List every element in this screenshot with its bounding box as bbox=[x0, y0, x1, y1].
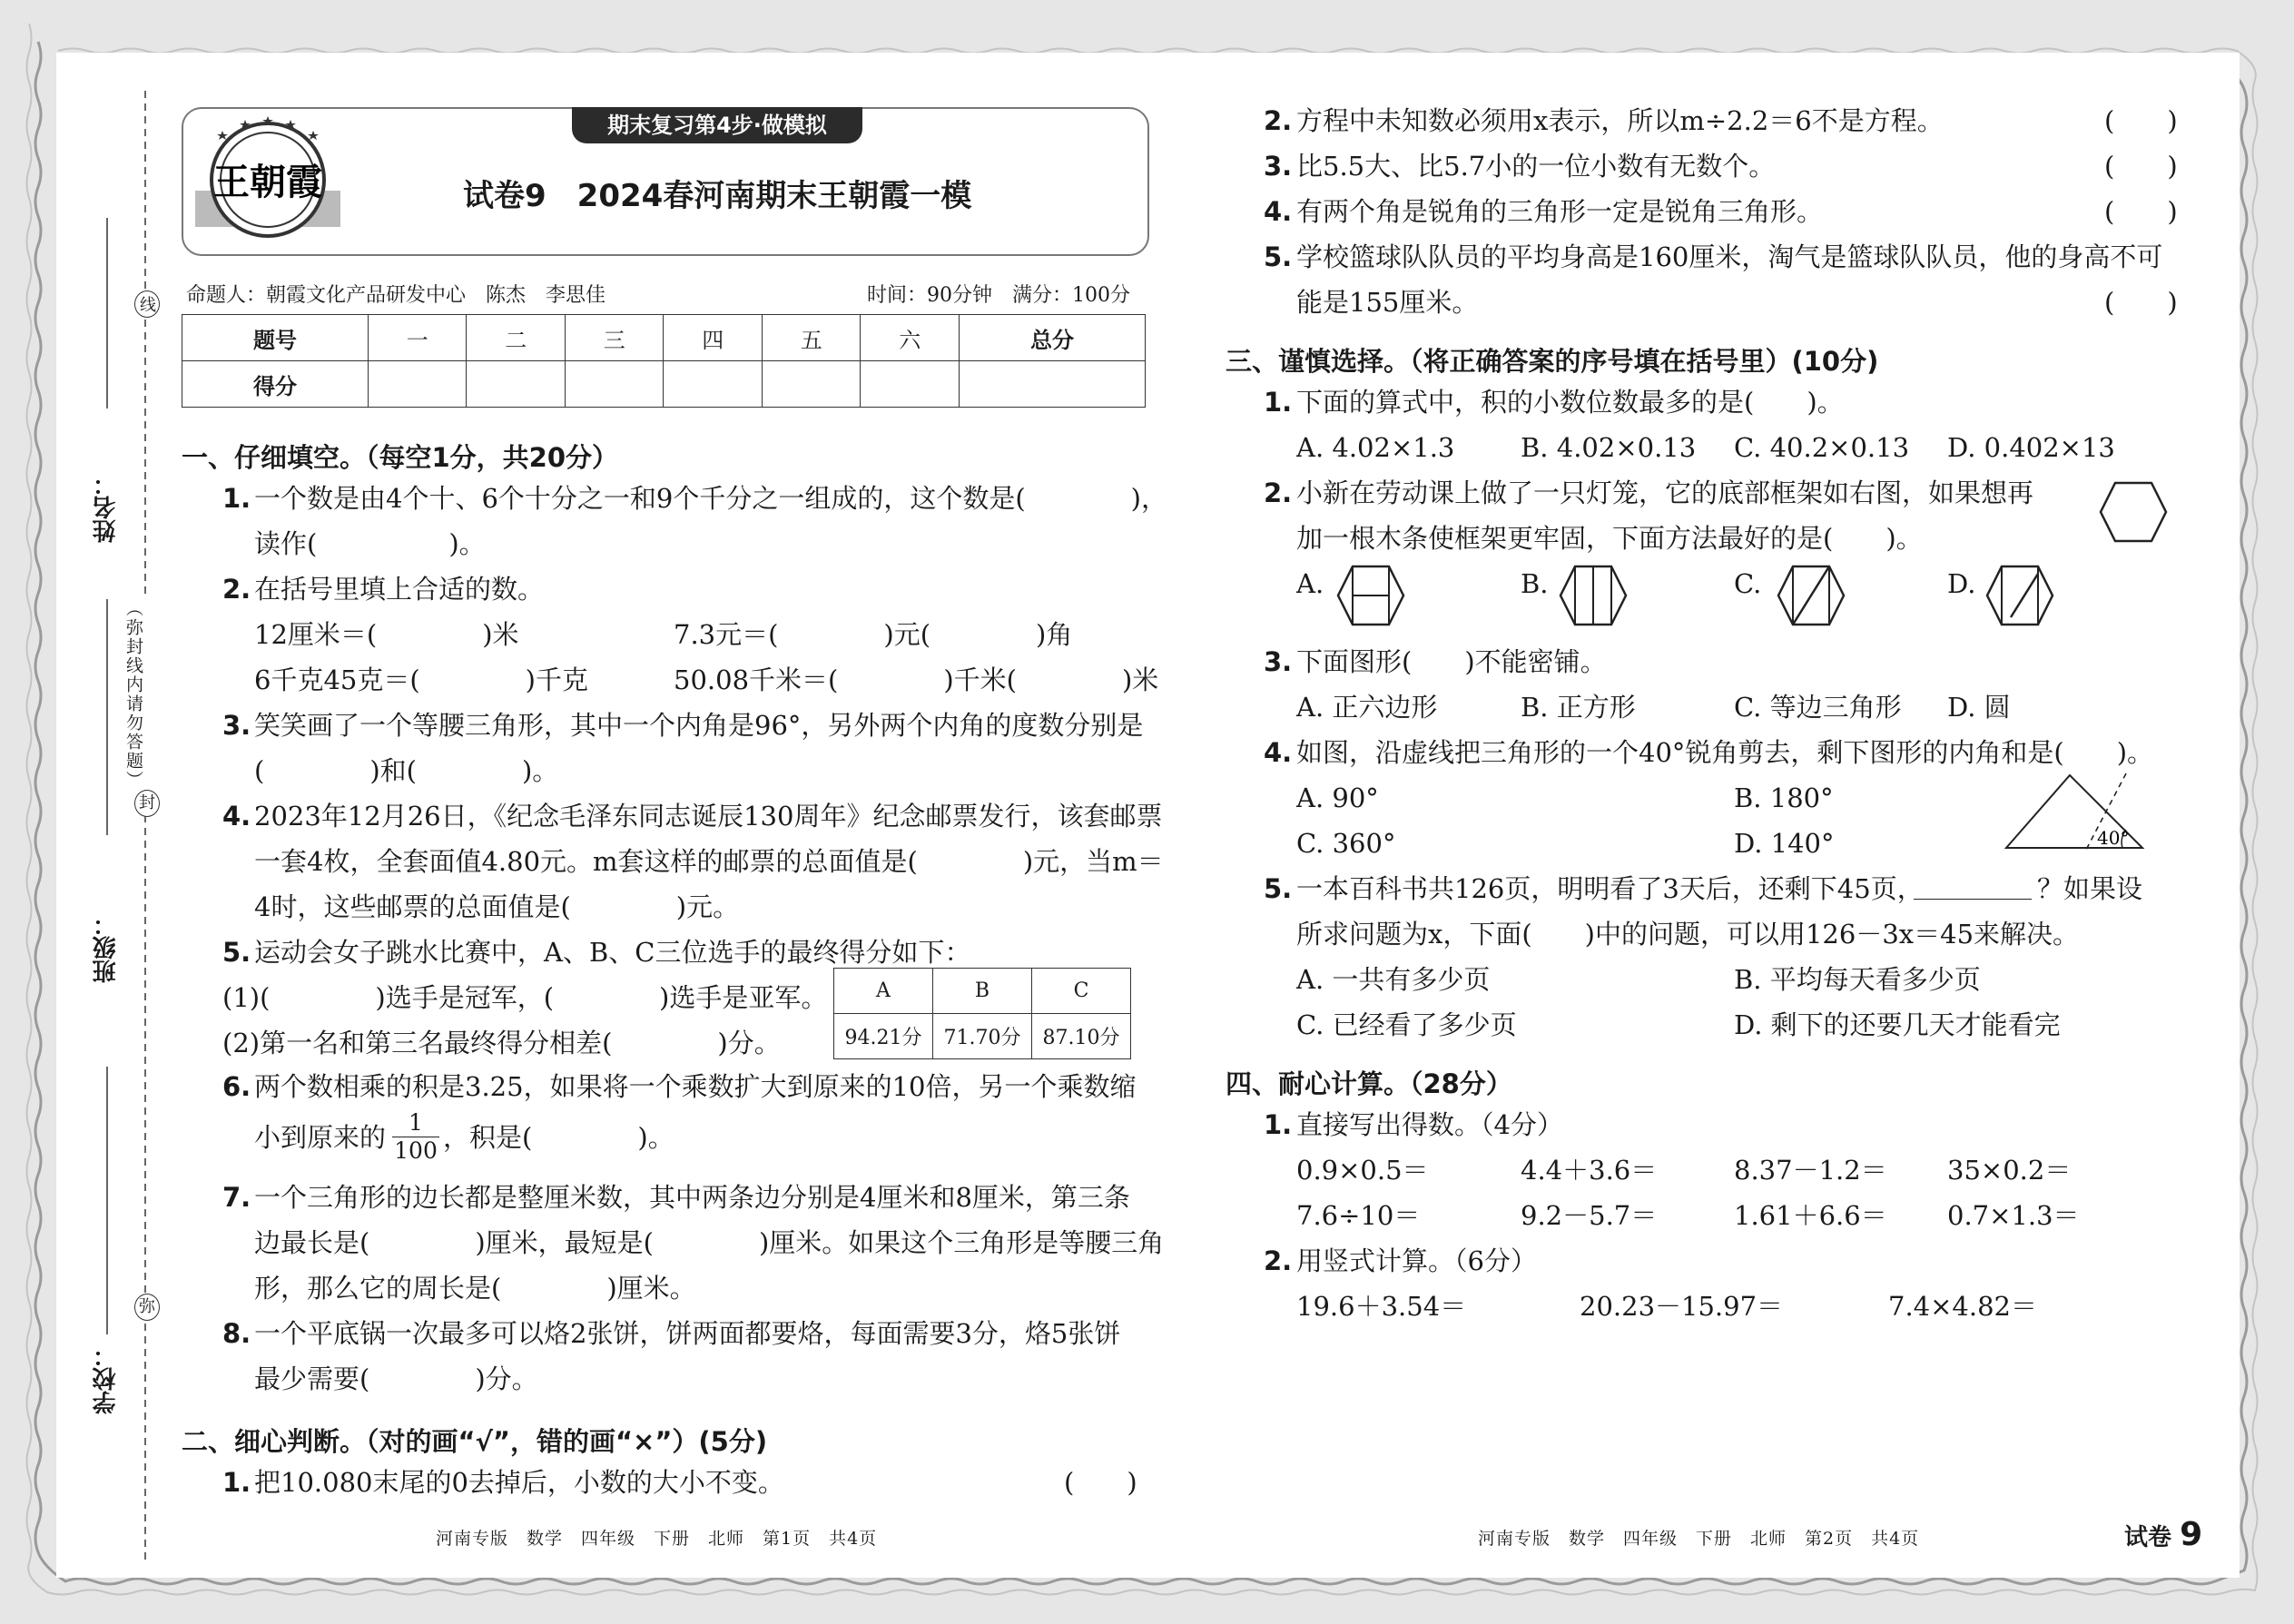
judge-answer-paren[interactable]: ( ) bbox=[2104, 105, 2178, 136]
judge-answer-paren[interactable]: ( ) bbox=[2104, 151, 2178, 182]
question-line: (2)第一名和第三名最终得分相差( )分。 bbox=[222, 1028, 781, 1058]
fraction bbox=[392, 1109, 439, 1165]
section4-heading: 四、耐心计算。（28分） bbox=[1226, 1068, 1512, 1099]
exam-title: 试卷9 2024春河南期末王朝霞一模 bbox=[463, 178, 972, 214]
calc-item: 20.23－15.97＝ bbox=[1580, 1291, 1784, 1322]
judge-answer-paren[interactable]: ( ) bbox=[1064, 1467, 1137, 1498]
score-cell[interactable] bbox=[368, 361, 467, 408]
choice-option[interactable]: C. 360° bbox=[1296, 828, 1396, 859]
calc-item: 7.6÷10＝ bbox=[1296, 1200, 1421, 1231]
calc-item: 0.7×1.3＝ bbox=[1947, 1200, 2080, 1231]
score-header: 总分 bbox=[959, 315, 1145, 361]
player-header: C bbox=[1032, 969, 1131, 1014]
choice-option[interactable]: D. 140° bbox=[1734, 828, 1835, 859]
fraction-numerator: 1 bbox=[392, 1109, 439, 1137]
q-number: 3. bbox=[222, 710, 251, 741]
judge-statement: 方程中未知数必须用x表示，所以m÷2.2＝6不是方程。 bbox=[1296, 105, 1944, 136]
score-cell[interactable] bbox=[565, 361, 664, 408]
player-header: A bbox=[834, 969, 933, 1014]
score-header: 三 bbox=[565, 315, 664, 361]
binding-line-mark: 线 bbox=[134, 290, 160, 318]
angle-label: 40° bbox=[2097, 827, 2130, 849]
q-number: 2. bbox=[222, 574, 251, 605]
score-header: 题号 bbox=[182, 315, 369, 361]
judge-statement: 能是155厘米。 bbox=[1296, 287, 1479, 318]
choice-question: 小新在劳动课上做了一只灯笼，它的底部框架如右图，如果想再 bbox=[1296, 477, 2034, 508]
q-number: 4. bbox=[222, 801, 251, 832]
choice-option[interactable]: A. bbox=[1296, 568, 1324, 599]
calc-question: 用竖式计算。（6分） bbox=[1296, 1245, 1537, 1276]
calc-item: 8.37－1.2＝ bbox=[1734, 1155, 1887, 1186]
q-number: 5. bbox=[1264, 241, 1293, 272]
q-number: 7. bbox=[222, 1182, 251, 1213]
score-header: 四 bbox=[664, 315, 763, 361]
score-cell[interactable] bbox=[959, 361, 1145, 408]
section2-heading: 二、细心判断。（对的画“√”，错的画“×”）(5分) bbox=[182, 1426, 768, 1457]
q-number: 6. bbox=[222, 1071, 251, 1102]
step-tab: 期末复习第4步·做模拟 bbox=[572, 107, 862, 143]
q-number: 3. bbox=[1264, 646, 1293, 677]
choice-question: ？如果设 bbox=[2037, 873, 2143, 904]
choice-option[interactable]: B. 4.02×0.13 bbox=[1521, 432, 1697, 463]
q-number: 3. bbox=[1264, 151, 1293, 182]
seal-name: 王朝霞 bbox=[213, 161, 322, 203]
binding-notice: （弥封线内请勿答题） bbox=[122, 599, 146, 790]
player-score: 87.10分 bbox=[1032, 1014, 1131, 1059]
score-table bbox=[182, 314, 1146, 408]
choice-question: 下面的算式中，积的小数位数最多的是( )。 bbox=[1296, 387, 1844, 418]
calc-item: 4.4＋3.6＝ bbox=[1521, 1155, 1658, 1186]
choice-option[interactable]: D. 圆 bbox=[1947, 692, 2011, 723]
choice-option[interactable]: A. 4.02×1.3 bbox=[1296, 432, 1455, 463]
calc-item: 0.9×0.5＝ bbox=[1296, 1155, 1429, 1186]
score-cell[interactable] bbox=[861, 361, 960, 408]
player-score: 71.70分 bbox=[933, 1014, 1032, 1059]
binding-seal-mark: 封 bbox=[134, 790, 160, 817]
q-number: 2. bbox=[1264, 1245, 1293, 1276]
q-number: 1. bbox=[222, 483, 251, 514]
hexagon-diagonal-brace-alt-icon[interactable] bbox=[1984, 563, 2056, 628]
q-number: 8. bbox=[222, 1318, 251, 1349]
authors-line: 命题人：朝霞文化产品研发中心 陈杰 李思佳 bbox=[186, 284, 606, 307]
choice-option[interactable]: B. 正方形 bbox=[1521, 692, 1636, 723]
footer-right: 河南专版 数学 四年级 下册 北师 第2页 共4页 bbox=[1478, 1529, 1920, 1549]
question-line: 50.08千米＝( )千米( )米 bbox=[674, 664, 1159, 695]
choice-option[interactable]: C. 等边三角形 bbox=[1734, 692, 1902, 723]
question-line: 一个三角形的边长都是整厘米数，其中两条边分别是4厘米和8厘米，第三条 bbox=[254, 1182, 1130, 1213]
hexagon-vertical-brace-icon[interactable] bbox=[1557, 563, 1629, 628]
player-header: B bbox=[933, 969, 1032, 1014]
judge-answer-paren[interactable]: ( ) bbox=[2104, 287, 2178, 318]
question-line: (1)( )选手是冠军，( )选手是亚军。 bbox=[222, 982, 828, 1013]
question-line: 边最长是( )厘米，最短是( )厘米。如果这个三角形是等腰三角 bbox=[254, 1227, 1165, 1258]
q-number: 1. bbox=[1264, 1109, 1293, 1140]
choice-option[interactable]: D. 0.402×13 bbox=[1947, 432, 2115, 463]
paper-badge-label: 试卷 bbox=[2124, 1524, 2172, 1551]
score-header: 六 bbox=[861, 315, 960, 361]
choice-question: 下面图形( )不能密铺。 bbox=[1296, 646, 1607, 677]
q-number: 2. bbox=[1264, 477, 1293, 508]
score-header: 五 bbox=[762, 315, 861, 361]
calc-item: 7.4×4.82＝ bbox=[1888, 1291, 2037, 1322]
question-line: 形，那么它的周长是( )厘米。 bbox=[254, 1273, 696, 1304]
q-number: 4. bbox=[1264, 737, 1293, 768]
choice-option[interactable]: A. 90° bbox=[1296, 782, 1379, 813]
choice-option[interactable]: B. 平均每天看多少页 bbox=[1734, 964, 1981, 995]
score-cell[interactable] bbox=[762, 361, 861, 408]
question-line: 笑笑画了一个等腰三角形，其中一个内角是96°，另外两个内角的度数分别是 bbox=[254, 710, 1144, 741]
judge-statement: 比5.5大、比5.7小的一位小数有无数个。 bbox=[1296, 151, 1776, 182]
q-number: 2. bbox=[1264, 105, 1293, 136]
choice-option[interactable]: A. 正六边形 bbox=[1296, 692, 1438, 723]
choice-question: 所求问题为x，下面( )中的问题，可以用126－3x＝45来解决。 bbox=[1296, 919, 2080, 950]
calc-item: 9.2－5.7＝ bbox=[1521, 1200, 1658, 1231]
score-header: 二 bbox=[467, 315, 566, 361]
question-line: 运动会女子跳水比赛中，A、B、C三位选手的最终得分如下： bbox=[254, 937, 971, 968]
question-line: 2023年12月26日，《纪念毛泽东同志诞辰130周年》纪念邮票发行，该套邮票 bbox=[254, 801, 1163, 832]
judge-answer-paren[interactable]: ( ) bbox=[2104, 196, 2178, 227]
question-blank-line[interactable] bbox=[1914, 899, 2032, 900]
calc-item: 35×0.2＝ bbox=[1947, 1155, 2072, 1186]
time-info: 时间：90分钟 满分：100分 bbox=[867, 284, 1130, 307]
paper-badge-number: 9 bbox=[2180, 1516, 2203, 1553]
q-number: 5. bbox=[222, 937, 251, 968]
player-score: 94.21分 bbox=[834, 1014, 933, 1059]
q-number: 1. bbox=[1264, 387, 1293, 418]
question-line: 一套4枚，全套面值4.80元。m套这样的邮票的总面值是( )元，当m＝ bbox=[254, 846, 1164, 877]
choice-question: 一本百科书共126页，明明看了3天后，还剩下45页， bbox=[1296, 873, 1924, 904]
footer-left: 河南专版 数学 四年级 下册 北师 第1页 共4页 bbox=[436, 1529, 878, 1549]
question-line: 小到原来的 bbox=[254, 1122, 387, 1153]
hexagon-diagonal-brace-icon[interactable] bbox=[1775, 563, 1847, 628]
brand-seal-icon bbox=[186, 111, 350, 249]
choice-option[interactable]: D. 剩下的还要几天才能看完 bbox=[1734, 1009, 2061, 1040]
question-line: 7.3元＝( )元( )角 bbox=[674, 619, 1073, 650]
choice-option[interactable]: B. 180° bbox=[1734, 782, 1834, 813]
question-line: 6千克45克＝( )千克 bbox=[254, 664, 588, 695]
paper-badge bbox=[2124, 1516, 2202, 1553]
class-label: 班级： bbox=[93, 912, 120, 983]
question-line: ( )和( )。 bbox=[254, 755, 559, 786]
choice-question: 如图，沿虚线把三角形的一个40°锐角剪去，剩下图形的内角和是( )。 bbox=[1296, 737, 2154, 768]
name-label: 姓名： bbox=[93, 472, 120, 543]
question-line: 两个数相乘的积是3.25，如果将一个乘数扩大到原来的10倍，另一个乘数缩 bbox=[254, 1071, 1137, 1102]
section3-heading: 三、谨慎选择。（将正确答案的序号填在括号里）(10分) bbox=[1226, 346, 1879, 377]
score-cell[interactable] bbox=[467, 361, 566, 408]
choice-option[interactable]: C. 已经看了多少页 bbox=[1296, 1009, 1517, 1040]
judge-statement: 把10.080末尾的0去掉后，小数的大小不变。 bbox=[254, 1467, 784, 1498]
choice-question: 加一根木条使框架更牢固，下面方法最好的是( )。 bbox=[1296, 523, 1923, 554]
question-line: 一个平底锅一次最多可以烙2张饼，饼两面都要烙，每面需要3分，烙5张饼 bbox=[254, 1318, 1121, 1349]
binding-dense-mark: 弥 bbox=[134, 1294, 160, 1321]
judge-statement: 有两个角是锐角的三角形一定是锐角三角形。 bbox=[1296, 196, 1824, 227]
calc-item: 19.6＋3.54＝ bbox=[1296, 1291, 1467, 1322]
choice-option[interactable]: D. bbox=[1947, 568, 1976, 599]
question-line: 最少需要( )分。 bbox=[254, 1363, 538, 1394]
lantern-frame-hexagon-icon bbox=[2097, 479, 2170, 545]
score-header: 一 bbox=[368, 315, 467, 361]
score-row-label: 得分 bbox=[182, 361, 369, 408]
question-line: ，积是( )。 bbox=[443, 1122, 674, 1153]
diving-scores-table bbox=[833, 968, 1131, 1059]
choice-option[interactable]: C. bbox=[1734, 568, 1762, 599]
question-line: 在括号里填上合适的数。 bbox=[254, 574, 545, 605]
school-label: 学校： bbox=[93, 1343, 120, 1414]
choice-option[interactable]: C. 40.2×0.13 bbox=[1734, 432, 1910, 463]
choice-option[interactable]: A. 一共有多少页 bbox=[1296, 964, 1491, 995]
calc-item: 1.61＋6.6＝ bbox=[1734, 1200, 1887, 1231]
judge-statement: 学校篮球队队员的平均身高是160厘米，淘气是篮球队队员，他的身高不可 bbox=[1296, 241, 2163, 272]
fraction-denominator: 100 bbox=[394, 1137, 438, 1164]
question-line: 一个数是由4个十、6个十分之一和9个千分之一组成的，这个数是( )， bbox=[254, 483, 1167, 514]
section1-heading: 一、仔细填空。（每空1分，共20分） bbox=[182, 442, 619, 473]
choice-option[interactable]: B. bbox=[1521, 568, 1549, 599]
score-cell[interactable] bbox=[664, 361, 763, 408]
q-number: 1. bbox=[222, 1467, 251, 1498]
hexagon-horizontal-brace-icon[interactable] bbox=[1334, 563, 1407, 628]
q-number: 4. bbox=[1264, 196, 1293, 227]
q-number: 5. bbox=[1264, 873, 1293, 904]
question-line: 12厘米＝( )米 bbox=[254, 619, 519, 650]
question-line: 4时，这些邮票的总面值是( )元。 bbox=[254, 891, 740, 922]
triangle-cut-diagram bbox=[1997, 770, 2151, 851]
question-line: 读作( )。 bbox=[254, 528, 486, 559]
calc-question: 直接写出得数。（4分） bbox=[1296, 1109, 1563, 1140]
